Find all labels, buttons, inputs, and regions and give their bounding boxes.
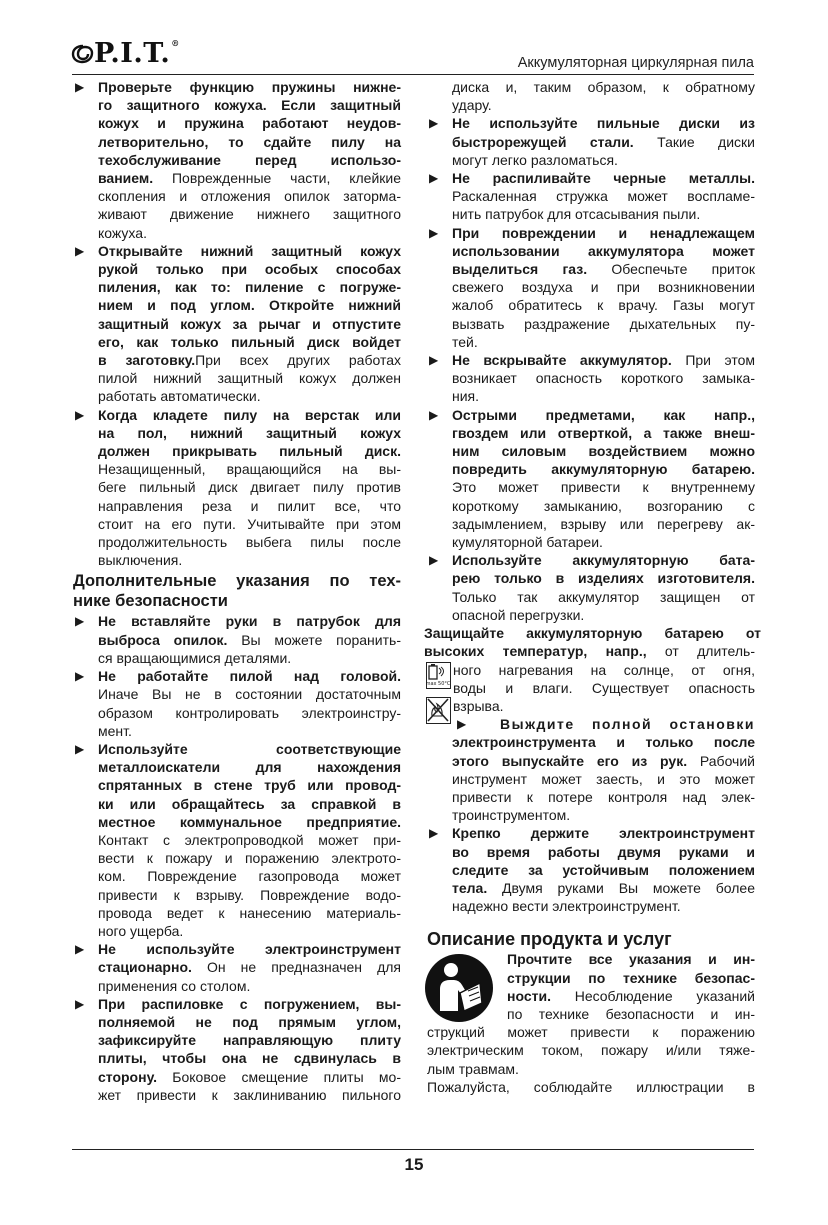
text-line: Используйте аккумуляторную бата-	[452, 552, 755, 569]
text-line	[98, 169, 401, 187]
section-heading	[73, 571, 401, 611]
bold-run: высоких температур, напр.,	[424, 643, 647, 660]
text-line	[452, 879, 755, 897]
list-item	[427, 715, 755, 824]
text-line: мент.	[98, 722, 132, 739]
battery-warning	[424, 624, 761, 715]
text-line: При распиловке с погружением, вы-	[98, 995, 401, 1012]
text-line: Когда кладете пилу на верстак или	[98, 406, 401, 423]
text-line: тей.	[452, 333, 478, 350]
list-item	[73, 78, 401, 242]
text-line: Только так аккумулятор защищен от	[452, 588, 755, 605]
text-run: При этом	[671, 352, 756, 369]
text-line: электрическим током, пожару и/или тяже-	[427, 1042, 755, 1059]
text-line: нием и под углом. Откройте нижний	[98, 297, 401, 314]
text-line: летворительно, то сдайте пилу на	[98, 133, 401, 150]
text-line	[98, 1068, 401, 1086]
registered-mark: ®	[171, 38, 180, 48]
text-line: Не распиливайте черные металлы.	[452, 170, 755, 187]
list-item	[427, 114, 755, 169]
list-item	[73, 740, 401, 940]
text-line	[452, 752, 755, 770]
bullet-arrow-icon: ▶	[75, 942, 85, 957]
read-manual-icon	[424, 953, 494, 1023]
text-line: струкций может привести к поражению	[427, 1024, 755, 1041]
text-line: нить патрубок для отсасывания пыли.	[452, 206, 701, 223]
text-line: следите за устойчивым положением	[452, 861, 755, 878]
text-line	[98, 958, 401, 976]
text-line: струкции по технике безопас-	[507, 969, 755, 986]
bold-run: в заготовку.	[98, 352, 196, 369]
bold-run: этого выпускайте его из рук.	[452, 752, 688, 769]
text-line: могут легко разломаться.	[452, 151, 618, 168]
text-line: Это может привести к внутреннему	[452, 479, 755, 496]
list-item	[427, 169, 755, 224]
text-line: стоит на его пути. Учитывайте при этом	[98, 515, 401, 532]
text-run: Поврежденные части, клейкие	[153, 170, 401, 187]
text-line: жет привести к заклиниванию пильного	[98, 1086, 401, 1103]
text-line: При повреждении и ненадлежащем	[452, 224, 755, 241]
list-item	[427, 224, 755, 351]
text-line: возникает опасность короткого замыка-	[452, 370, 755, 387]
bold-run: выброса опилок.	[98, 631, 228, 648]
text-line	[424, 642, 755, 660]
text-line: привести к взрыву. Повреждение водо-	[98, 886, 401, 903]
text-line: беге пильный диск двигает пилу против	[98, 479, 401, 496]
bullet-arrow-icon: ▶	[429, 353, 439, 368]
bullet-arrow-icon: ▶	[75, 243, 85, 258]
text-line: Раскаленная стружка может воспламе-	[452, 188, 755, 205]
text-line: работать автоматически.	[98, 388, 261, 405]
text-line: образом контролировать электроинстру-	[98, 704, 401, 721]
bullet-arrow-icon: ▶	[75, 669, 85, 684]
text-line: Пожалуйста, соблюдайте иллюстрации в	[427, 1078, 755, 1095]
text-run: от длитель-	[646, 643, 755, 660]
text-line	[452, 133, 755, 151]
list-item	[73, 406, 401, 570]
text-line: опасной перегрузки.	[452, 606, 585, 623]
footer-divider	[72, 1149, 754, 1150]
bold-run: сторону.	[98, 1068, 158, 1085]
text-line: живают движение нижнего защитного	[98, 206, 401, 223]
text-line: полняемой не под прямым углом,	[98, 1013, 401, 1030]
text-line: Прочтите все указания и ин-	[507, 951, 755, 968]
text-line: ся вращающимися деталями.	[98, 649, 292, 666]
text-line: Незащищенный, вращающийся на вы-	[98, 461, 401, 478]
text-line: рею только в изделиях изготовителя.	[452, 570, 755, 587]
text-line	[98, 631, 401, 649]
text-line: во время работы двумя руками и	[452, 843, 755, 860]
text-line: Выждите полной остановки	[500, 716, 755, 733]
text-line: спрятанных в стене труб или провод-	[98, 777, 401, 794]
text-line: электроинструмента и только после	[452, 734, 755, 751]
list-item	[73, 940, 401, 995]
text-run: Несоблюдение указаний	[550, 987, 755, 1004]
text-line: по технике безопасности и ин-	[507, 1005, 755, 1022]
bullet-arrow-icon: ▶	[457, 717, 467, 732]
section-heading: Описание продукта и услуг	[427, 929, 672, 950]
bullet-arrow-icon: ▶	[75, 407, 85, 422]
text-line: зафиксируйте направляющую плиту	[98, 1032, 401, 1049]
text-line: Не используйте пильные диски из	[452, 115, 755, 132]
list-item	[73, 667, 401, 740]
list-item	[427, 551, 755, 624]
bullet-arrow-icon: ▶	[429, 407, 439, 422]
text-line: ки или обращайтесь за справкой в	[98, 795, 401, 812]
list-item	[73, 242, 401, 406]
text-line: удару.	[452, 97, 492, 114]
text-line: взрыва.	[453, 697, 504, 714]
text-run: Такие диски	[633, 133, 755, 150]
bold-run: Не вскрывайте аккумулятор.	[452, 352, 672, 369]
text-line: использовании аккумулятора может	[452, 242, 755, 259]
text-line: ния.	[452, 388, 480, 405]
bullet-arrow-icon: ▶	[75, 741, 85, 756]
text-run: Вы можете поранить-	[227, 631, 401, 648]
text-line: рукой только при особых способах	[98, 261, 401, 278]
text-line: гвоздем или отверткой, а также внеш-	[452, 424, 755, 441]
text-line: ного ущерба.	[98, 922, 184, 939]
text-line: кожух и пружина работают неудов-	[98, 115, 401, 132]
text-line	[452, 351, 755, 369]
list-item	[73, 995, 401, 1104]
bold-run: стационарно.	[98, 959, 192, 976]
text-line: Используйте соответствующие	[98, 740, 401, 757]
text-line: Не вставляйте руки в патрубок для	[98, 613, 401, 630]
text-line: Проверьте функцию пружины нижне-	[98, 79, 401, 95]
bold-run: выделиться газ.	[452, 261, 588, 278]
text-line: направления реза и пилит все, что	[98, 497, 401, 514]
page-header	[72, 36, 754, 75]
text-line: ним силовым воздействием можно	[452, 443, 755, 460]
page-number: 15	[404, 1155, 424, 1174]
text-line: повредить аккумуляторную батарею.	[452, 461, 755, 478]
text-line: скопления и отложения опилок затормa-	[98, 188, 401, 205]
text-run: Боковое смещение плиты мо-	[157, 1068, 401, 1085]
logo-text: P.I.T.	[94, 38, 171, 69]
bullet-arrow-icon: ▶	[429, 826, 439, 841]
text-line: Крепко держите электроинструмент	[452, 825, 755, 842]
text-line: пиления, как то: пиление с погруже-	[98, 279, 401, 296]
text-line	[452, 260, 755, 278]
text-line: жалоб обратитесь к врачу. Газы могут	[452, 297, 755, 314]
text-line: надежно вести электроинструмент.	[452, 898, 681, 915]
text-run: При всех других работах	[195, 352, 401, 369]
text-line: троинструментом.	[452, 807, 571, 824]
document-title: Аккумуляторная циркулярная пила	[517, 55, 754, 71]
text-line: вести к пожару и поражению электрото-	[98, 850, 401, 867]
intro-paragraph	[427, 950, 755, 1096]
bold-run: быстрорежущей стали.	[452, 133, 634, 150]
text-run: Рабочий	[687, 752, 755, 769]
text-line: лым травмам.	[427, 1060, 519, 1077]
bold-run: ванием.	[98, 170, 154, 187]
text-line: провода ведет к нанесению материаль-	[98, 904, 401, 921]
bold-run: ности.	[507, 987, 551, 1004]
text-line: Не работайте пилой над головой.	[98, 668, 401, 685]
left-column	[73, 78, 401, 1104]
text-line: вызвать раздражение дыхательных пу-	[452, 315, 755, 332]
text-line: нике безопасности	[73, 592, 228, 611]
text-line: воды и влаги. Существует опасность	[453, 679, 755, 696]
text-line: кумуляторной батареи.	[452, 534, 603, 551]
right-column	[424, 78, 761, 1096]
text-line: ком. Повреждение газопровода может	[98, 868, 401, 885]
text-line: Дополнительные указания по тех-	[73, 572, 401, 591]
text-line: техобслуживание перед использо-	[98, 151, 401, 168]
text-line: короткому замыканию, возгоранию с	[452, 497, 755, 514]
list-item-continued	[427, 78, 755, 114]
text-line: свежего воздуха и при возникновении	[452, 279, 755, 296]
text-line: металлоискатели для нахождения	[98, 759, 401, 776]
list-item	[73, 612, 401, 667]
text-line: пилой нижний защитный кожух должен	[98, 370, 401, 387]
text-run: Обеспечьте приток	[587, 261, 756, 278]
brand-logo	[72, 38, 180, 69]
text-line: местное коммунальное предприятие.	[98, 813, 401, 830]
text-run: Он не предназначен для	[191, 959, 401, 976]
bullet-arrow-icon: ▶	[429, 171, 439, 186]
list-item	[427, 406, 755, 552]
text-line: применения со столом.	[98, 977, 251, 994]
thermometer-battery-icon	[427, 663, 449, 687]
text-line: защитный кожух за рычаг и отпустите	[98, 315, 401, 332]
text-line: привести к потере контроля над элек-	[452, 788, 755, 805]
text-line: Открывайте нижний защитный кожух	[98, 242, 401, 259]
list-item	[427, 351, 755, 406]
text-line: Защищайте аккумуляторную батарею от	[424, 625, 761, 642]
bullet-arrow-icon: ▶	[75, 80, 85, 94]
text-line: Острыми предметами, как напр.,	[452, 406, 755, 423]
text-line: го защитного кожуха. Если защитный	[98, 97, 401, 114]
logo-mark-icon	[72, 44, 94, 64]
list-item	[427, 824, 755, 915]
text-run: Двумя руками Вы можете более	[487, 879, 755, 896]
text-line: Контакт с электропроводкой может при-	[98, 831, 401, 848]
bullet-arrow-icon: ▶	[429, 553, 439, 568]
text-line: Иначе Вы не в состоянии достаточным	[98, 686, 401, 703]
text-line	[98, 351, 401, 369]
text-line: Не используйте электроинструмент	[98, 941, 401, 958]
text-line: диска и, таким образом, к обратному	[452, 79, 755, 95]
bullet-arrow-icon: ▶	[429, 116, 439, 131]
icon-label: max 50°C	[425, 681, 451, 688]
text-line: кожуха.	[98, 224, 147, 241]
text-line: задымлением, взрыву или перегреву ак-	[452, 515, 755, 532]
text-line: ного нагревания на солнце, от огня,	[453, 661, 755, 678]
text-line: продолжительность выбега пилы после	[98, 534, 401, 551]
text-line: выключения.	[98, 552, 183, 569]
text-line: инструмент может заесть, и это может	[452, 770, 755, 787]
text-line: должен прикрывать пильный диск.	[98, 443, 401, 460]
bullet-arrow-icon: ▶	[75, 614, 85, 629]
bold-run: тела.	[452, 879, 488, 896]
bullet-arrow-icon: ▶	[75, 996, 85, 1011]
text-line: его, как только пильный диск войдет	[98, 333, 401, 350]
text-line: на пол, нижний защитный кожух	[98, 424, 401, 441]
bullet-arrow-icon: ▶	[429, 225, 439, 240]
text-line: плиты, чтобы она не сдвинулась в	[98, 1050, 401, 1067]
temperature-warning-icon	[426, 662, 451, 689]
